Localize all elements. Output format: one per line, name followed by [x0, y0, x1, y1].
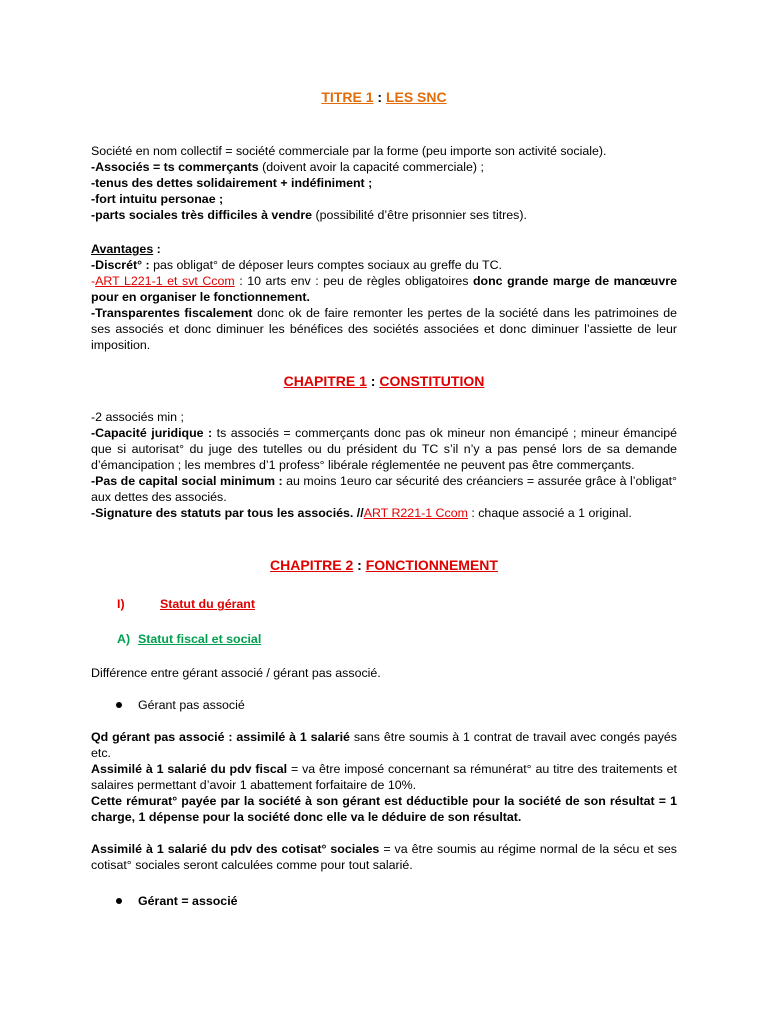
difference-line: Différence entre gérant associé / gérant pas associé.: [91, 666, 381, 680]
section-a-heading: [117, 631, 262, 647]
avantage-1: -Discrét° : pas obligat° de déposer leurs comptes sociaux au greffe du TC.: [91, 258, 503, 272]
law-reference-l221[interactable]: ART L221-1 et svt Ccom: [95, 274, 235, 288]
bullet-icon: [116, 898, 122, 904]
section-a-number: A): [117, 632, 131, 646]
intro-line-5: -parts sociales très difficiles à vendre (possibilité d’être prisonnier ses titres).: [91, 208, 527, 222]
intro-line-1: Société en nom collectif = société commerciale par la forme (peu importe son activité sociale).: [91, 144, 607, 158]
gerant-paragraph-3: Cette rémurat° payée par la société à son gérant est déductible pour la société de son résultat = 1 charge, 1 dépense pour la société donc elle va le déduire de son résultat.: [91, 794, 677, 824]
avantage-3: -Transparentes fiscalement donc ok de faire remonter les pertes de la société dans les patrimoines de ses associés et donc diminuer les bénéfices des sociétés associées et donc diminuer l’assiette de leur imposition.: [91, 306, 677, 352]
document-title: [0, 88, 768, 106]
section-1-label: Statut du gérant: [160, 597, 255, 611]
intro-line-3: -tenus des dettes solidairement + indéfiniment ;: [91, 176, 373, 190]
section-a-label: Statut fiscal et social: [138, 632, 262, 646]
title-separator: :: [373, 89, 386, 105]
avantages-block: [91, 241, 677, 353]
constitution-item-2: -Capacité juridique : ts associés = commerçants donc pas ok mineur non émancipé ; mineur émancipé que si autorisat° du juge des tutelles ou du président du TC s’il n’y a pas pensé lors de sa demande d’émancipation ; les membres d’1 profess° libérale réglementée ne peuvent pas être commerçants.: [91, 426, 677, 472]
gerant-paragraph-4: Assimilé à 1 salarié du pdv des cotisat° sociales = va être soumis au régime normal de la sécu et ses cotisat° sociales seront calculées comme pour tout salarié.: [91, 842, 677, 872]
bullet-icon: [116, 702, 122, 708]
intro-line-2: -Associés = ts commerçants (doivent avoir la capacité commerciale) ;: [91, 160, 484, 174]
intro-block: [91, 143, 677, 223]
document-page: TITRE 1 : LES SNC Société en nom collectif = société commerciale par la forme (peu importe son activité sociale). -Associés = ts commerçants (doivent avoir la capacité commerciale) ; -tenus des dettes solidairement + indéfiniment ; -fort intuitu personae ; -parts sociales très difficiles à vendre (possibilité d’être prisonnier ses titres). Avantages : -Discrét° : pas obligat° de déposer leurs comptes sociaux au greffe du TC. -ART L221-1 et svt Ccom : 10 arts env : peu de règles obligatoires donc grande marge de manœuvre pour en organiser le fonctionnement. -Transparentes fiscalement donc ok de faire remonter les pertes de la société dans les patrimoines de ses associés et donc diminuer les bénéfices des sociétés associées et donc diminuer l’assiette de leur imposition. CHAPITRE 1 : CONSTITUTION -2 associés min ; -Capacité juridique : ts associés = commerçants donc pas ok mineur non émancipé ; mineur émancipé que si autorisat° du juge des tutelles ou du président du TC s’il n’y a pas pensé lors de sa demande d’émancipation ; les membres d’1 profess° libérale réglementée ne peuvent pas être commerçants. -Pas de capital social minimum : au moins 1euro car sécurité des créanciers = assurée grâce à l’obligat° aux dettes des associés. -Signature des statuts par tous les associés. //ART R221-1 Ccom : chaque associé a 1 original. CHAPITRE 2 : FONCTIONNEMENT I) Statut du gérant A) Statut fiscal et social Différence entre gérant associé / gérant pas associé. Gérant pas associé Qd gérant pas associé : assimilé à 1 salarié sans être soumis à 1 contrat de travail avec congés payés etc. Assimilé à 1 salarié du pdv fiscal = va être imposé concernant sa rémunérat° au titre des traitements et salaires permettant d’avoir 1 abattement forfaitaire de 10%. Cette rémurat° payée par la société à son gérant est déductible pour la société de son résultat = 1 charge, 1 dépense pour la société donc elle va le déduire de son résultat. Assimilé à 1 salarié du pdv des cotisat° sociales = va être soumis au régime normal de la sécu et ses cotisat° sociales seront calculées comme pour tout salarié. Gérant = associé: [0, 0, 768, 1024]
avantages-heading: Avantages :: [91, 242, 161, 256]
gerant-paragraph-2: Assimilé à 1 salarié du pdv fiscal = va être imposé concernant sa rémunérat° au titre des traitements et salaires permettant d’avoir 1 abattement forfaitaire de 10%.: [91, 762, 677, 792]
chapter-2-heading: CHAPITRE 2 : FONCTIONNEMENT: [270, 557, 498, 573]
gerant-paragraph-1: Qd gérant pas associé : assimilé à 1 salarié sans être soumis à 1 contrat de travail avec congés payés etc.: [91, 730, 677, 760]
section-1-heading: [117, 596, 255, 612]
gerant-block: [91, 729, 677, 873]
title-part-2: LES SNC: [385, 89, 447, 105]
chapter-1-heading: CHAPITRE 1 : CONSTITUTION: [283, 373, 485, 389]
constitution-item-4: -Signature des statuts par tous les associés. //ART R221-1 Ccom : chaque associé a 1 original.: [91, 506, 632, 520]
title-part-1: TITRE 1: [321, 89, 374, 105]
constitution-item-3: -Pas de capital social minimum : au moins 1euro car sécurité des créanciers = assurée grâce à l’obligat° aux dettes des associés.: [91, 474, 677, 504]
law-reference-r221[interactable]: ART R221-1 Ccom: [363, 506, 468, 520]
avantage-2: -ART L221-1 et svt Ccom : 10 arts env : peu de règles obligatoires donc grande marge de manœuvre pour en organiser le fonctionnement.: [91, 274, 677, 304]
section-1-number: I): [117, 597, 125, 611]
constitution-block: [91, 409, 677, 521]
constitution-item-1: -2 associés min ;: [91, 410, 184, 424]
intro-line-4: -fort intuitu personae ;: [91, 192, 224, 206]
